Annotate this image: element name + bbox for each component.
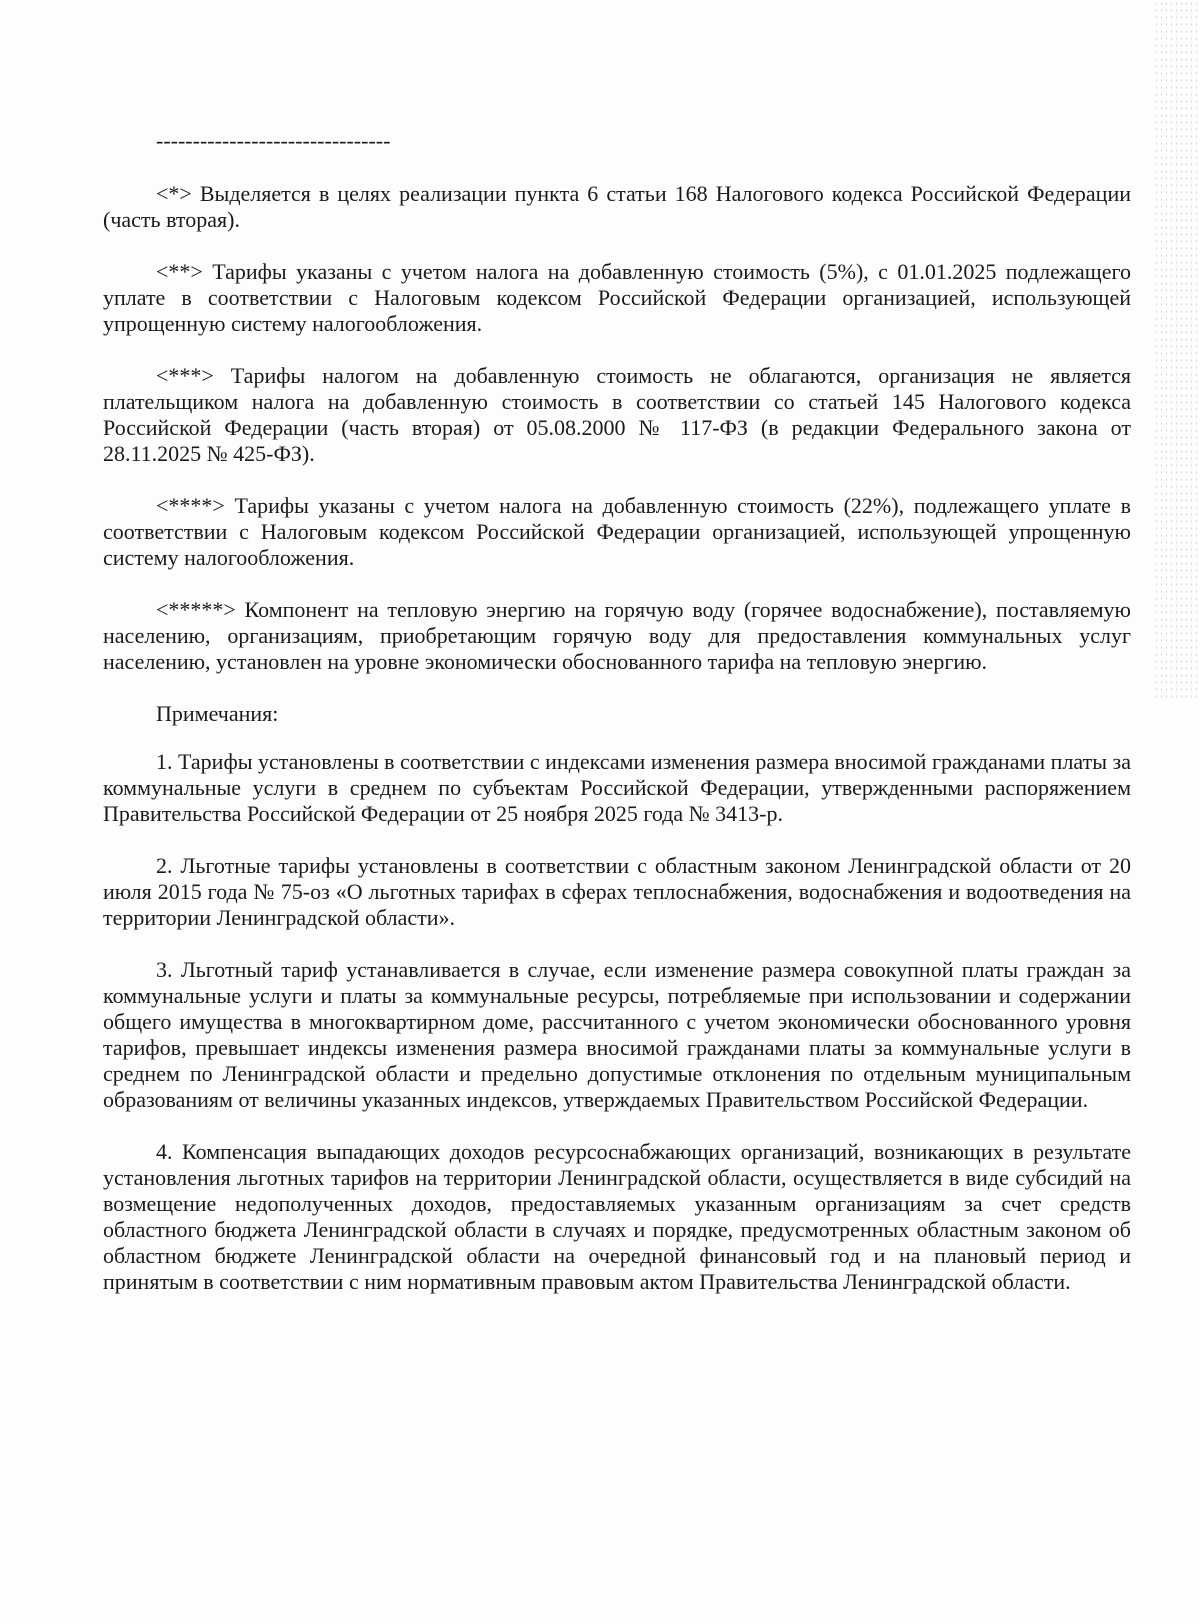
footnote-2: <**> Тарифы указаны с учетом налога на добавленную стоимость (5%), с 01.01.2025 подлежащего уплате в соответствии с Налоговым кодексом Российской Федерации организацией, использующей упрощенную систему налогообложения. <box>103 259 1131 336</box>
footnote-3: <***> Тарифы налогом на добавленную стоимость не облагаются, организация не является плательщиком налога на добавленную стоимость в соответствии со статьей 145 Налогового кодекса Российской Федерации (часть вторая) от 05.08.2000 № 117-ФЗ (в редакции Федерального закона от 28.11.2025 № 425-ФЗ). <box>103 363 1131 466</box>
footnote-4: <****> Тарифы указаны с учетом налога на добавленную стоимость (22%), подлежащего уплате в соответствии с Налоговым кодексом Российской Федерации организацией, использующей упрощенную систему налогообложения. <box>103 493 1131 570</box>
note-3: 3. Льготный тариф устанавливается в случае, если изменение размера совокупной платы граждан за коммунальные услуги и платы за коммунальные ресурсы, потребляемые при использовании и содержании общего имущества в многоквартирном доме, рассчитанного с учетом экономически обоснованного уровня тарифов, превышает индексы изменения размера вносимой гражданами платы за коммунальные услуги в среднем по Ленинградской области и предельно допустимые отклонения по отдельным муниципальным образованиям от величины указанных индексов, утверждаемых Правительством Российской Федерации. <box>103 957 1131 1112</box>
document-body <box>103 131 1131 1321</box>
note-4: 4. Компенсация выпадающих доходов ресурсоснабжающих организаций, возникающих в результате установления льготных тарифов на территории Ленинградской области, осуществляется в виде субсидий на возмещение недополученных доходов, предоставляемых указанным организациям за счет средств областного бюджета Ленинградской области в случаях и порядке, предусмотренных областным законом об областном бюджете Ленинградской области на очередной финансовый год и на плановый период и принятым в соответствии с ним нормативным правовым актом Правительства Ленинградской области. <box>103 1139 1131 1294</box>
footnote-5: <*****> Компонент на тепловую энергию на горячую воду (горячее водоснабжение), поставляемую населению, организациям, приобретающим горячую воду для предоставления коммунальных услуг населению, установлен на уровне экономически обоснованного тарифа на тепловую энергию. <box>103 597 1131 674</box>
footnote-1: <*> Выделяется в целях реализации пункта 6 статьи 168 Налогового кодекса Российской Федерации (часть вторая). <box>103 181 1131 232</box>
footnote-separator: -------------------------------- <box>156 131 391 151</box>
notes-heading: Примечания: <box>156 701 279 726</box>
scan-edge-noise <box>1154 0 1200 700</box>
note-2: 2. Льготные тарифы установлены в соответствии с областным законом Ленинградской области от 20 июля 2015 года № 75-оз «О льготных тарифах в сферах теплоснабжения, водоснабжения и водоотведения на территории Ленинградской области». <box>103 853 1131 930</box>
note-1: 1. Тарифы установлены в соответствии с индексами изменения размера вносимой гражданами платы за коммунальные услуги в среднем по субъектам Российской Федерации, утвержденными распоряжением Правительства Российской Федерации от 25 ноября 2025 года № 3413-р. <box>103 749 1131 826</box>
